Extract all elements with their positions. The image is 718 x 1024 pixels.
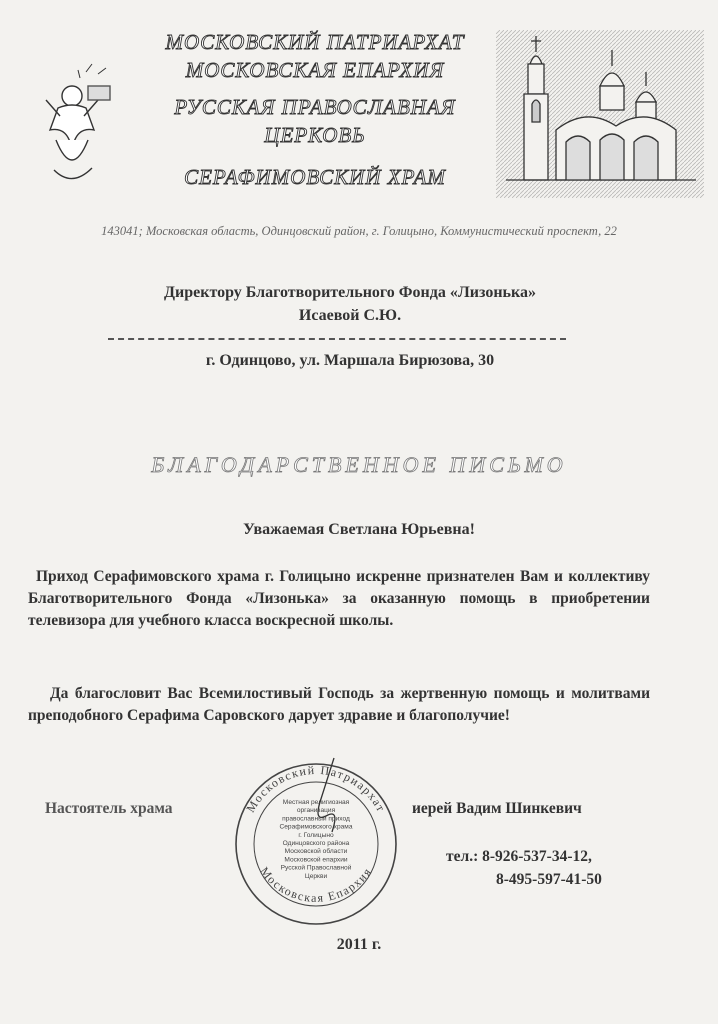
letterhead-eparchy: МОСКОВСКАЯ ЕПАРХИЯ bbox=[185, 58, 445, 82]
seal-inner-line: Церкви bbox=[304, 872, 328, 880]
recipient-divider bbox=[108, 338, 566, 340]
seal-inner-line: Одинцовского района bbox=[282, 840, 350, 847]
seal-outer-top: Московский Патриархат bbox=[243, 762, 389, 815]
signature-name: иерей Вадим Шинкевич bbox=[412, 800, 582, 817]
seal-inner-line: Русской Православной bbox=[280, 864, 352, 872]
seal-outer-bottom: Московская Епархия bbox=[257, 864, 375, 905]
recipient-name: Исаевой С.Ю. bbox=[298, 307, 402, 324]
seal-inner-line: Московской области bbox=[284, 848, 348, 856]
seal-inner-line: Московской епархии bbox=[284, 856, 348, 864]
letter-year: 2011 г. bbox=[336, 936, 382, 953]
phone-line-1: тел.: 8-926-537-34-12, bbox=[446, 848, 592, 865]
seal-inner-line: Серафимовского храма bbox=[279, 823, 353, 831]
recipient-position: Директору Благотворительного Фонда «Лизонька» bbox=[164, 284, 536, 301]
recipient-address: г. Одинцово, ул. Маршала Бирюзова, 30 bbox=[205, 352, 495, 369]
phone-block bbox=[446, 845, 602, 891]
letterhead-church-line2: ЦЕРКОВЬ bbox=[264, 123, 366, 147]
paragraph-blessing: Да благословит Вас Всемилостивый Господь за жертвенную помощь и молитвами преподобного Серафима Саровского дарует здравие и благополучие! bbox=[28, 685, 650, 724]
letterhead-temple: СЕРАФИМОВСКИЙ ХРАМ bbox=[184, 165, 446, 189]
letterhead-patriarchate: МОСКОВСКИЙ ПАТРИАРХАТ bbox=[165, 30, 465, 54]
seal-inner-line: г. Голицыно bbox=[298, 831, 334, 839]
saint-figure-emblem bbox=[16, 60, 128, 190]
letter-title: БЛАГОДАРСТВЕННОЕ ПИСЬМО bbox=[151, 452, 567, 477]
church-illustration bbox=[496, 30, 704, 198]
church-seal bbox=[222, 752, 410, 930]
seal-inner-line: Местная религиозная bbox=[282, 799, 350, 806]
signature-position: Настоятель храма bbox=[45, 800, 173, 817]
greeting: Уважаемая Светлана Юрьевна! bbox=[243, 521, 475, 538]
letterhead-church-line1: РУССКАЯ ПРАВОСЛАВНАЯ bbox=[174, 95, 456, 119]
church-address: 143041; Московская область, Одинцовский район, г. Голицыно, Коммунистический проспект, 22 bbox=[101, 224, 617, 238]
paragraph-gratitude: Приход Серафимовского храма г. Голицыно искренне признателен Вам и коллективу Благотворительного Фонда «Лизонька» за оказанную помощь в приобретении телевизора для учебного класса воскресной школы. bbox=[28, 568, 650, 629]
seal-inner-line: православный приход bbox=[282, 815, 350, 823]
phone-line-2: 8-495-597-41-50 bbox=[496, 871, 602, 888]
seal-inner-line: организация bbox=[296, 807, 336, 815]
